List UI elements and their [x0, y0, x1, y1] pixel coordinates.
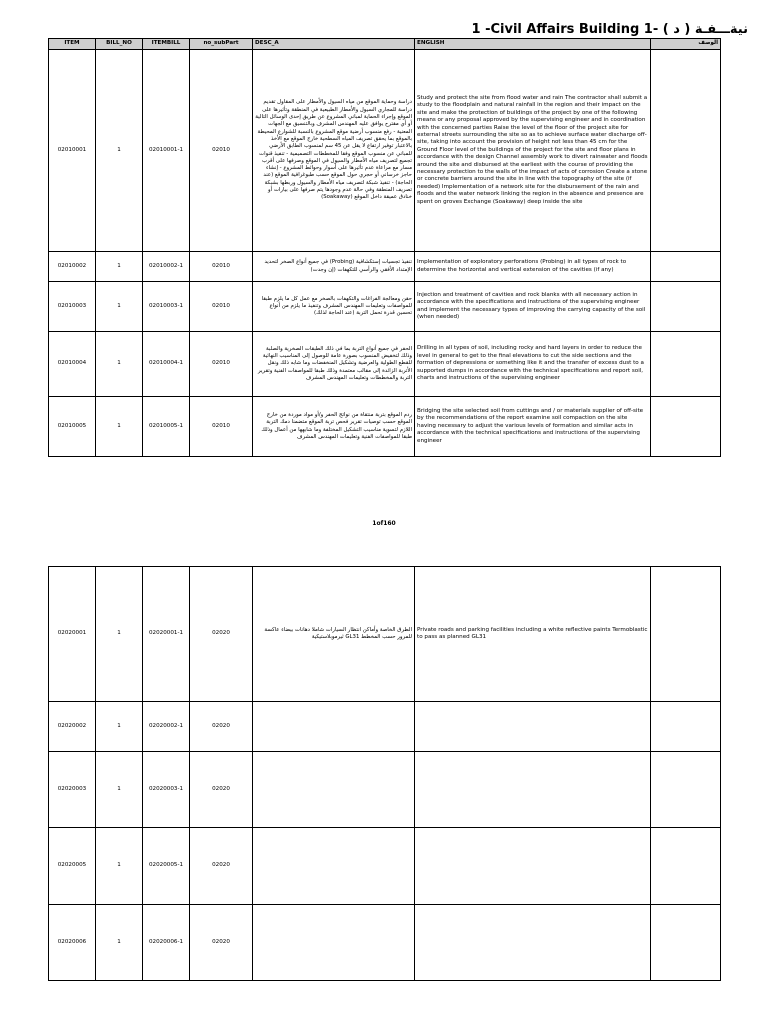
subpart-cell: 02010: [190, 332, 253, 397]
english-cell: Injection and treatment of cavities and rock blanks with all necessary action in accordance with the specifications and instructions of the supervising engineer and implement the necessary types of improving the carrying capacity of the soil (when needed): [415, 282, 651, 332]
table-row: [49, 828, 721, 905]
header-desc-a: DESC_A: [253, 39, 415, 50]
itembill-cell: 02020001-1: [143, 567, 190, 702]
table-row: [49, 702, 721, 752]
description-empty-cell: [651, 282, 721, 332]
description-empty-cell: [651, 50, 721, 252]
english-cell: [415, 905, 651, 981]
english-cell: [415, 702, 651, 752]
table-row: [49, 397, 721, 457]
itembill-cell: 02010002-1: [143, 252, 190, 282]
desc-arabic-cell: [253, 828, 415, 905]
table-row: [49, 567, 721, 702]
desc-arabic-cell: [253, 702, 415, 752]
header-itembill: ITEMBILL: [143, 39, 190, 50]
itembill-cell: 02020003-1: [143, 752, 190, 828]
description-empty-cell: [651, 702, 721, 752]
header-english: ENGLISH: [415, 39, 651, 50]
itembill-cell: 02010003-1: [143, 282, 190, 332]
subpart-cell: 02020: [190, 702, 253, 752]
bill-no-cell: 1: [96, 828, 143, 905]
item-cell: 02010004: [49, 332, 96, 397]
bill-no-cell: 1: [96, 282, 143, 332]
header-bill-no: BILL_NO: [96, 39, 143, 50]
english-cell: Study and protect the site from flood water and rain The contractor shall submit a study to the floodplain and natural rainfall in the region and their impact on the site and make the protection of buildings of the project by one of the following means or any proposal approved by the supervising engineer and in coordination with the concerned parties Raise the level of the floor of the project site for external streets surrounding the site so as to achieve surface water discharge off-site, taking into account the provision of height not less than 45 cm for the Ground Floor level of the buildings of the project for the site and floor plans in accordance with the design Channel assembly work to divert rainwater and floods around the site and disbursed at the earliest with the course of providing the necessary protection to the walls of the impact of acts of corrosion Create a stone or concrete barriers around the site in line with the topography of the site (if needed) Implementation of a network site for the disbursement of the rain and floods and the water network linking the region in the absence and presence are spent on groves Exchange (Soakaway) deep inside the site: [415, 50, 651, 252]
item-cell: 02010005: [49, 397, 96, 457]
desc-arabic-cell: الطرق الخاصة وأماكن انتظار السيارات شاملا دهانات بيضاء عاكسة للمرور حسب المخطط GL31 ثيرموبلاستيكية: [253, 567, 415, 702]
item-cell: 02010003: [49, 282, 96, 332]
subpart-cell: 02010: [190, 50, 253, 252]
subpart-cell: 02020: [190, 905, 253, 981]
description-empty-cell: [651, 252, 721, 282]
description-empty-cell: [651, 567, 721, 702]
page-number: 1of160: [372, 520, 396, 527]
bill-no-cell: 1: [96, 567, 143, 702]
subpart-cell: 02010: [190, 282, 253, 332]
table-row: [49, 332, 721, 397]
page-title: 1 -Civil Affairs Building 1- ( د ) نيةـــفـة: [471, 22, 748, 37]
itembill-cell: 02010004-1: [143, 332, 190, 397]
itembill-cell: 02020002-1: [143, 702, 190, 752]
item-cell: 02010002: [49, 252, 96, 282]
bill-no-cell: 1: [96, 50, 143, 252]
desc-arabic-cell: حقن ومعالجة الفراغات والتكهفات بالصخر مع عمل كل ما يلزم طبقا للمواصفات وتعليمات المهندس المشرف وتنفيذ ما يلزم من أنواع تحسين قدرة تحمل التربة (عند الحاجة لذلك): [253, 282, 415, 332]
header-item: ITEM: [49, 39, 96, 50]
english-cell: [415, 828, 651, 905]
description-empty-cell: [651, 905, 721, 981]
bill-no-cell: 1: [96, 702, 143, 752]
subpart-cell: 02020: [190, 828, 253, 905]
english-cell: Bridging the site selected soil from cuttings and / or materials supplier of off-site by the recommendations of the report examine soil compaction on the site having necessary to adjust the various levels of formation and similar acts in accordance with the technical specifications and instructions of the supervising engineer: [415, 397, 651, 457]
header-description-ar: الوصف: [651, 39, 721, 50]
item-cell: 02020002: [49, 702, 96, 752]
table-row: [49, 50, 721, 252]
desc-arabic-cell: دراسة وحماية الموقع من مياه السيول والأمطار على المقاول تقديم دراسة للمجاري السيول والأمطار الطبيعية في المنطقة وتأثيرها على الموقع وإجراء الحماية لمباني المشروع عن طريق إحدى الوسائل التالية أو أي مقترح يوافق عليه المهندس المشرف وبالتنسيق مع الجهات المعنية - رفع منسوب أرضية موقع المشروع بالنسبة للشوارع المحيطة بالموقع بما يحقق تصريف المياه السطحية خارج الموقع مع الأخذ بالاعتبار توفير ارتفاع لا يقل عن 45 سم لمنسوب الطابق الأرضي للمباني عن منسوب الموقع وفقا للمخططات التصميمية - تنفيذ قنوات تجميع لتصريف مياه الأمطار والسيول في الموقع وصرفها على أقرب مسار مع مراعاة عدم تأثيرها على أسوار وحوائط المشروع - إنشاء حاجز خرساني أو حجري حول الموقع حسب طبوغرافية الموقع (عند الحاجة) - تنفيذ شبكة لتصريف مياه الأمطار والسيول وربطها بشبكة تصريف المنطقة وفي حالة عدم وجودها يتم صرفها على بيارات أو خنادق عميقة داخل الموقع (Soakaway): [253, 50, 415, 252]
desc-arabic-cell: [253, 905, 415, 981]
item-cell: 02020003: [49, 752, 96, 828]
itembill-cell: 02010001-1: [143, 50, 190, 252]
table-row: [49, 752, 721, 828]
item-cell: 02010001: [49, 50, 96, 252]
table-row: [49, 905, 721, 981]
desc-arabic-cell: الحفر في جميع أنواع التربة بما في ذلك الطبقات الصخرية والصلبة وذلك لتخفيض المنسوب بصورة عامة للوصول إلى المناسيب النهائية للقطع الطولية والعرضية وتشكيل المنخفضات وما شابه ذلك ونقل الأتربة الزائدة إلى مقالب معتمدة وذلك طبقا للمواصفات الفنية وتقرير التربة والمخططات وتعليمات المهندس المشرف: [253, 332, 415, 397]
subpart-cell: 02010: [190, 397, 253, 457]
subpart-cell: 02010: [190, 252, 253, 282]
header-no-subpart: no_subPart: [190, 39, 253, 50]
itembill-cell: 02010005-1: [143, 397, 190, 457]
bill-no-cell: 1: [96, 752, 143, 828]
item-cell: 02020001: [49, 567, 96, 702]
bill-no-cell: 1: [96, 252, 143, 282]
table-row: [49, 252, 721, 282]
item-cell: 02020005: [49, 828, 96, 905]
description-empty-cell: [651, 397, 721, 457]
description-empty-cell: [651, 752, 721, 828]
subpart-cell: 02020: [190, 567, 253, 702]
english-cell: [415, 752, 651, 828]
itembill-cell: 02020005-1: [143, 828, 190, 905]
bill-table-bottom: [48, 566, 721, 981]
table-row: [49, 282, 721, 332]
english-cell: Drilling in all types of soil, including rocky and hard layers in order to reduce the level in general to get to the final elevations to cut the side sections and the formation of depressions or something like it and the transfer of excess dust to a supported dumps in accordance with the technical specifications and report soil, charts and instructions of the supervising engineer: [415, 332, 651, 397]
description-empty-cell: [651, 332, 721, 397]
bill-table-top: [48, 38, 721, 457]
desc-arabic-cell: ردم الموقع بتربة منتقاة من نواتج الحفر و/أو مواد موردة من خارج الموقع حسب توصيات تقرير فحص تربة الموقع متضمنا دمك التربة اللازم لتسوية مناسيب التشكيل المختلفة وما شابهها من أعمال وذلك طبقا للمواصفات الفنية وتعليمات المهندس المشرف: [253, 397, 415, 457]
desc-arabic-cell: تنفيذ تجسيات إستكشافية (Probing) في جميع أنواع الصخر لتحديد الإمتداد الأفقي والرأسي للتكهفات (إن وجدت): [253, 252, 415, 282]
itembill-cell: 02020006-1: [143, 905, 190, 981]
bill-no-cell: 1: [96, 905, 143, 981]
item-cell: 02020006: [49, 905, 96, 981]
bill-no-cell: 1: [96, 397, 143, 457]
english-cell: Implementation of exploratory perforations (Probing) in all types of rock to determine the horizontal and vertical extension of the cavities (if any): [415, 252, 651, 282]
bill-no-cell: 1: [96, 332, 143, 397]
english-cell: Private roads and parking facilities including a white reflective paints Termoblastic to pass as planned GL31: [415, 567, 651, 702]
subpart-cell: 02020: [190, 752, 253, 828]
desc-arabic-cell: [253, 752, 415, 828]
description-empty-cell: [651, 828, 721, 905]
table-header-row: [49, 39, 721, 50]
